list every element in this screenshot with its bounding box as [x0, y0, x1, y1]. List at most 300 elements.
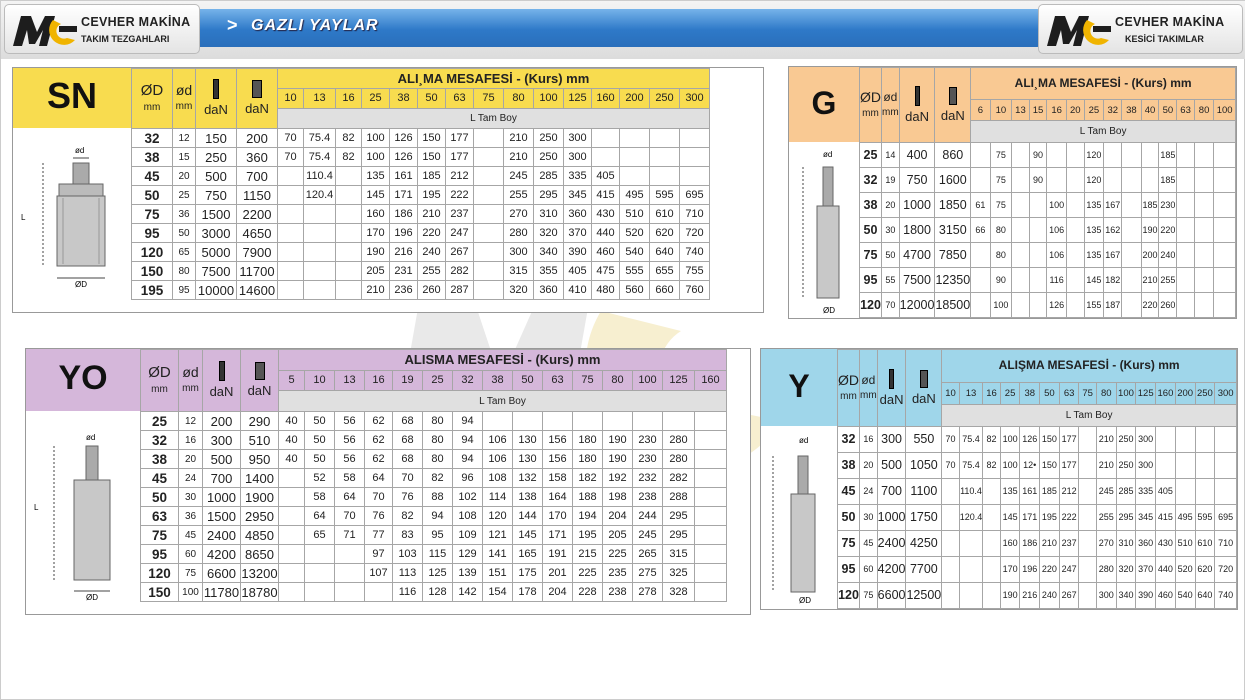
length-cell: 150 [1040, 453, 1060, 479]
length-cell [650, 148, 680, 167]
length-cell: 177 [446, 148, 474, 167]
length-cell [336, 281, 362, 300]
length-cell: 56 [335, 412, 365, 431]
length-cell: 210 [504, 129, 534, 148]
d-cell: 65 [173, 243, 196, 262]
length-cell: 245 [633, 526, 663, 545]
length-cell: 495 [1175, 505, 1195, 531]
length-cell [971, 243, 990, 268]
length-cell: 52 [305, 469, 335, 488]
force-cell: 360 [237, 148, 278, 167]
length-cell: 237 [1059, 531, 1079, 557]
drawing-label-L: L [21, 213, 26, 222]
force-cell: 4250 [906, 531, 942, 557]
length-cell: 80 [990, 243, 1012, 268]
d-header: ød [175, 82, 193, 98]
length-cell: 129 [453, 545, 483, 564]
length-cell: 90 [1029, 168, 1047, 193]
force-cell: 7500 [196, 262, 237, 281]
length-cell: 655 [650, 262, 680, 281]
stroke-header: 75 [474, 89, 504, 109]
force-cell: 1500 [196, 205, 237, 224]
length-cell: 40 [279, 431, 305, 450]
length-cell [483, 412, 513, 431]
length-cell [543, 412, 573, 431]
stroke-header: 80 [1194, 99, 1213, 121]
length-cell: 225 [573, 564, 603, 583]
force-cell: 500 [877, 453, 906, 479]
table-row [141, 450, 727, 469]
length-cell: 230 [1159, 193, 1177, 218]
length-cell [513, 412, 543, 431]
length-cell [305, 545, 335, 564]
length-cell: 236 [390, 281, 418, 300]
length-cell: 100 [1000, 427, 1020, 453]
length-cell: 100 [362, 129, 390, 148]
length-cell [1079, 505, 1096, 531]
length-cell: 83 [393, 526, 423, 545]
stroke-header: 38 [1020, 382, 1040, 404]
rod-icon [915, 86, 920, 106]
length-cell [1215, 453, 1237, 479]
length-cell: 126 [390, 148, 418, 167]
table-row [141, 488, 727, 507]
length-cell [365, 583, 393, 602]
force-cell: 7850 [935, 243, 971, 268]
length-subtitle: L Tam Boy [971, 121, 1236, 143]
cylinder-icon [252, 80, 262, 98]
drawing-label-D: ØD [823, 306, 835, 315]
length-cell: 180 [573, 431, 603, 450]
brand-subtitle: KESİCİ TAKIMLAR [1125, 34, 1204, 44]
length-cell [663, 412, 695, 431]
length-cell: 280 [504, 224, 534, 243]
length-cell: 170 [1000, 557, 1020, 583]
length-cell [1122, 268, 1141, 293]
length-cell: 320 [534, 224, 564, 243]
stroke-header: 125 [663, 370, 695, 391]
length-cell: 194 [573, 507, 603, 526]
length-cell: 75 [990, 168, 1012, 193]
length-cell: 595 [1195, 505, 1215, 531]
d-cell: 50 [882, 243, 900, 268]
length-cell: 190 [1141, 218, 1159, 243]
length-cell: 320 [504, 281, 534, 300]
length-cell: 56 [335, 431, 365, 450]
force-unit-header: daN [209, 384, 234, 399]
stroke-header: 6 [971, 99, 990, 121]
stroke-header: 63 [1177, 99, 1195, 121]
length-cell: 115 [423, 545, 453, 564]
length-cell [633, 412, 663, 431]
length-cell [592, 129, 620, 148]
table-row [141, 583, 727, 602]
length-cell: 204 [603, 507, 633, 526]
stroke-header: 125 [564, 89, 592, 109]
length-cell: 495 [620, 186, 650, 205]
length-cell: 201 [543, 564, 573, 583]
length-cell [278, 167, 304, 186]
stroke-header: 16 [983, 382, 1000, 404]
length-cell [680, 148, 710, 167]
force-cell: 2200 [237, 205, 278, 224]
length-cell: 720 [1215, 557, 1237, 583]
length-cell: 75.4 [304, 148, 336, 167]
length-cell: 88 [423, 488, 453, 507]
length-cell: 328 [663, 583, 695, 602]
d-cell: 70 [882, 293, 900, 318]
length-cell: 300 [1136, 453, 1156, 479]
od-cell: 32 [860, 168, 882, 193]
length-cell [279, 564, 305, 583]
length-cell [305, 564, 335, 583]
length-cell: 288 [663, 488, 695, 507]
force-cell: 550 [906, 427, 942, 453]
length-cell: 345 [564, 186, 592, 205]
length-cell [1215, 479, 1237, 505]
right-brand[interactable] [1038, 4, 1243, 54]
length-cell: 186 [1020, 531, 1040, 557]
length-cell: 170 [362, 224, 390, 243]
length-cell: 295 [534, 186, 564, 205]
od-cell: 75 [860, 243, 882, 268]
length-cell: 107 [365, 564, 393, 583]
length-cell: 68 [393, 431, 423, 450]
length-cell: 755 [680, 262, 710, 281]
length-cell: 108 [483, 469, 513, 488]
table-row [132, 129, 710, 148]
length-cell [1214, 218, 1236, 243]
length-cell: 139 [453, 564, 483, 583]
length-cell: 440 [1156, 557, 1176, 583]
table-row [838, 479, 1237, 505]
length-cell [474, 243, 504, 262]
length-cell: 110.4 [959, 479, 983, 505]
length-cell: 200 [1141, 243, 1159, 268]
length-cell: 164 [543, 488, 573, 507]
force-cell: 4200 [203, 545, 241, 564]
length-cell [695, 526, 727, 545]
length-cell: 155 [1084, 293, 1104, 318]
title-bar [197, 9, 1043, 47]
length-cell [620, 129, 650, 148]
length-cell: 198 [603, 488, 633, 507]
length-cell [1029, 243, 1047, 268]
length-cell [1012, 243, 1030, 268]
d-unit: mm [182, 383, 199, 394]
od-header: ØD [860, 88, 881, 105]
length-cell [942, 505, 959, 531]
stroke-header: 75 [1079, 382, 1096, 404]
force-cell: 2400 [203, 526, 241, 545]
rod-icon [213, 79, 219, 99]
stroke-header: 50 [1040, 382, 1060, 404]
force-cell: 700 [237, 167, 278, 186]
length-cell: 77 [365, 526, 393, 545]
company-logo-icon [11, 10, 79, 50]
length-cell: 220 [1159, 218, 1177, 243]
table-row [860, 293, 1236, 318]
length-cell [573, 412, 603, 431]
length-cell: 145 [513, 526, 543, 545]
stroke-header: 250 [1195, 382, 1215, 404]
length-cell: 210 [1096, 427, 1116, 453]
length-cell [1104, 168, 1122, 193]
length-cell: 270 [504, 205, 534, 224]
length-cell: 154 [483, 583, 513, 602]
length-cell: 70 [365, 488, 393, 507]
drawing-label-d: ød [75, 146, 85, 155]
header [1, 1, 1245, 59]
length-cell: 610 [650, 205, 680, 224]
d-header: ød [182, 364, 199, 380]
stroke-header: 13 [1012, 99, 1030, 121]
force-unit-header: daN [911, 390, 936, 406]
stroke-header: 16 [336, 89, 362, 109]
length-cell: 70 [942, 453, 959, 479]
length-cell: 415 [1156, 505, 1176, 531]
d-unit: mm [175, 101, 193, 112]
length-cell [1175, 479, 1195, 505]
length-cell: 125 [423, 564, 453, 583]
length-subtitle: L Tam Boy [279, 391, 727, 412]
stroke-header: 300 [1215, 382, 1237, 404]
length-cell [695, 431, 727, 450]
length-cell [1177, 243, 1195, 268]
cylinder-icon [949, 87, 957, 105]
table-row [838, 583, 1237, 609]
rod-icon [889, 369, 894, 389]
force-cell: 18500 [935, 293, 971, 318]
length-cell: 128 [423, 583, 453, 602]
force-cell: 4850 [241, 526, 279, 545]
length-cell [1012, 293, 1030, 318]
length-cell: 167 [1104, 193, 1122, 218]
length-cell [1214, 193, 1236, 218]
length-cell: 103 [393, 545, 423, 564]
length-cell: 740 [680, 243, 710, 262]
length-cell: 156 [543, 450, 573, 469]
d-cell: 14 [882, 143, 900, 168]
length-cell [695, 564, 727, 583]
length-cell [983, 479, 1000, 505]
chevron-right-icon: > [227, 15, 238, 35]
length-cell: 135 [362, 167, 390, 186]
table-row [141, 545, 727, 564]
length-cell: 215 [573, 545, 603, 564]
od-cell: 32 [141, 431, 179, 450]
length-cell [336, 224, 362, 243]
length-cell: 460 [592, 243, 620, 262]
stroke-header: 16 [365, 370, 393, 391]
od-cell: 195 [132, 281, 173, 300]
length-cell: 190 [1000, 583, 1020, 609]
force-cell: 290 [241, 412, 279, 431]
length-cell [336, 186, 362, 205]
length-cell: 325 [663, 564, 695, 583]
stroke-header: 20 [1067, 99, 1085, 121]
length-cell: 295 [1116, 505, 1136, 531]
od-cell: 95 [860, 268, 882, 293]
force-cell: 4200 [877, 557, 906, 583]
od-header: ØD [148, 363, 171, 381]
length-cell: 80 [423, 431, 453, 450]
length-cell: 90 [1029, 143, 1047, 168]
length-cell: 195 [418, 186, 446, 205]
length-cell: 62 [365, 412, 393, 431]
length-cell: 182 [573, 469, 603, 488]
table-row [132, 243, 710, 262]
length-cell [1177, 293, 1195, 318]
d-unit: mm [860, 390, 877, 401]
length-cell: 66 [971, 218, 990, 243]
length-cell: 185 [1159, 168, 1177, 193]
length-cell [1215, 427, 1237, 453]
table-row [860, 243, 1236, 268]
length-cell: 120.4 [959, 505, 983, 531]
length-cell [336, 205, 362, 224]
length-cell: 255 [1159, 268, 1177, 293]
stroke-header: 32 [1104, 99, 1122, 121]
od-unit: mm [862, 107, 879, 119]
d-header: ød [883, 90, 898, 104]
force-unit-header: daN [940, 107, 965, 123]
length-cell: 75 [990, 193, 1012, 218]
length-cell: 188 [573, 488, 603, 507]
table-row [141, 507, 727, 526]
length-cell: 232 [633, 469, 663, 488]
length-cell: 171 [390, 186, 418, 205]
table-row [141, 526, 727, 545]
length-cell: 280 [1096, 557, 1116, 583]
length-cell: 222 [446, 186, 474, 205]
force-cell: 700 [877, 479, 906, 505]
length-cell: 126 [1047, 293, 1067, 318]
od-unit: mm [151, 383, 168, 395]
length-cell: 267 [1059, 583, 1079, 609]
length-cell: 360 [534, 281, 564, 300]
od-cell: 32 [838, 427, 860, 453]
length-cell: 520 [620, 224, 650, 243]
stroke-header: 63 [1059, 382, 1079, 404]
length-cell [1122, 143, 1141, 168]
length-cell: 190 [362, 243, 390, 262]
length-cell: 185 [1040, 479, 1060, 505]
length-cell [1156, 453, 1176, 479]
length-cell: 310 [1116, 531, 1136, 557]
length-cell: 191 [543, 545, 573, 564]
d-cell: 25 [173, 186, 196, 205]
length-cell [680, 167, 710, 186]
length-cell: 295 [663, 526, 695, 545]
length-cell: 216 [1020, 583, 1040, 609]
drawing-label-D: ØD [75, 280, 87, 289]
od-cell: 25 [141, 412, 179, 431]
length-cell: 310 [534, 205, 564, 224]
od-cell: 38 [838, 453, 860, 479]
length-cell [983, 531, 1000, 557]
length-cell: 106 [483, 450, 513, 469]
length-cell: 260 [418, 281, 446, 300]
length-cell: 64 [365, 469, 393, 488]
length-cell: 64 [335, 488, 365, 507]
length-cell [304, 281, 336, 300]
length-cell: 160 [1000, 531, 1020, 557]
length-cell: 260 [1159, 293, 1177, 318]
force-cell: 12000 [899, 293, 935, 318]
stroke-header: 50 [1159, 99, 1177, 121]
length-cell: 415 [592, 186, 620, 205]
stroke-header: 100 [633, 370, 663, 391]
table-row [132, 262, 710, 281]
length-cell: 175 [513, 564, 543, 583]
length-cell: 135 [1084, 243, 1104, 268]
od-cell: 50 [838, 505, 860, 531]
length-cell [335, 545, 365, 564]
d-cell: 24 [860, 479, 878, 505]
length-cell [1214, 243, 1236, 268]
length-cell [1156, 427, 1176, 453]
length-cell [695, 450, 727, 469]
d-cell: 50 [173, 224, 196, 243]
drawing-label-d: ød [823, 150, 833, 159]
length-cell: 106 [1047, 243, 1067, 268]
d-header: ød [861, 373, 876, 387]
length-cell: 145 [362, 186, 390, 205]
length-cell: 205 [362, 262, 390, 281]
length-cell: 192 [603, 469, 633, 488]
length-cell [620, 148, 650, 167]
length-cell [278, 243, 304, 262]
length-cell [304, 262, 336, 281]
length-cell: 190 [603, 450, 633, 469]
length-cell: 40 [279, 450, 305, 469]
length-cell: 116 [393, 583, 423, 602]
length-cell [1067, 268, 1085, 293]
force-cell: 1900 [241, 488, 279, 507]
left-brand[interactable] [4, 4, 200, 54]
length-cell: 335 [564, 167, 592, 186]
length-cell: 64 [305, 507, 335, 526]
length-cell [278, 224, 304, 243]
length-cell [335, 564, 365, 583]
od-cell: 150 [132, 262, 173, 281]
length-cell: 90 [990, 268, 1012, 293]
length-cell [695, 583, 727, 602]
length-cell: 287 [446, 281, 474, 300]
d-cell: 75 [860, 583, 878, 609]
length-cell: 300 [564, 129, 592, 148]
length-cell [1067, 218, 1085, 243]
length-cell: 177 [1059, 453, 1079, 479]
length-cell: 340 [1116, 583, 1136, 609]
od-cell: 32 [132, 129, 173, 148]
stroke-header: 10 [278, 89, 304, 109]
force-cell: 860 [935, 143, 971, 168]
length-cell: 360 [564, 205, 592, 224]
yo-spec-table [140, 349, 727, 602]
length-cell: 167 [1104, 243, 1122, 268]
length-cell [695, 488, 727, 507]
od-cell: 75 [141, 526, 179, 545]
force-cell: 4650 [237, 224, 278, 243]
stroke-header: 38 [483, 370, 513, 391]
stroke-header: 38 [1122, 99, 1141, 121]
length-cell: 760 [680, 281, 710, 300]
stroke-header: 80 [603, 370, 633, 391]
length-cell [278, 281, 304, 300]
length-cell [1067, 143, 1085, 168]
